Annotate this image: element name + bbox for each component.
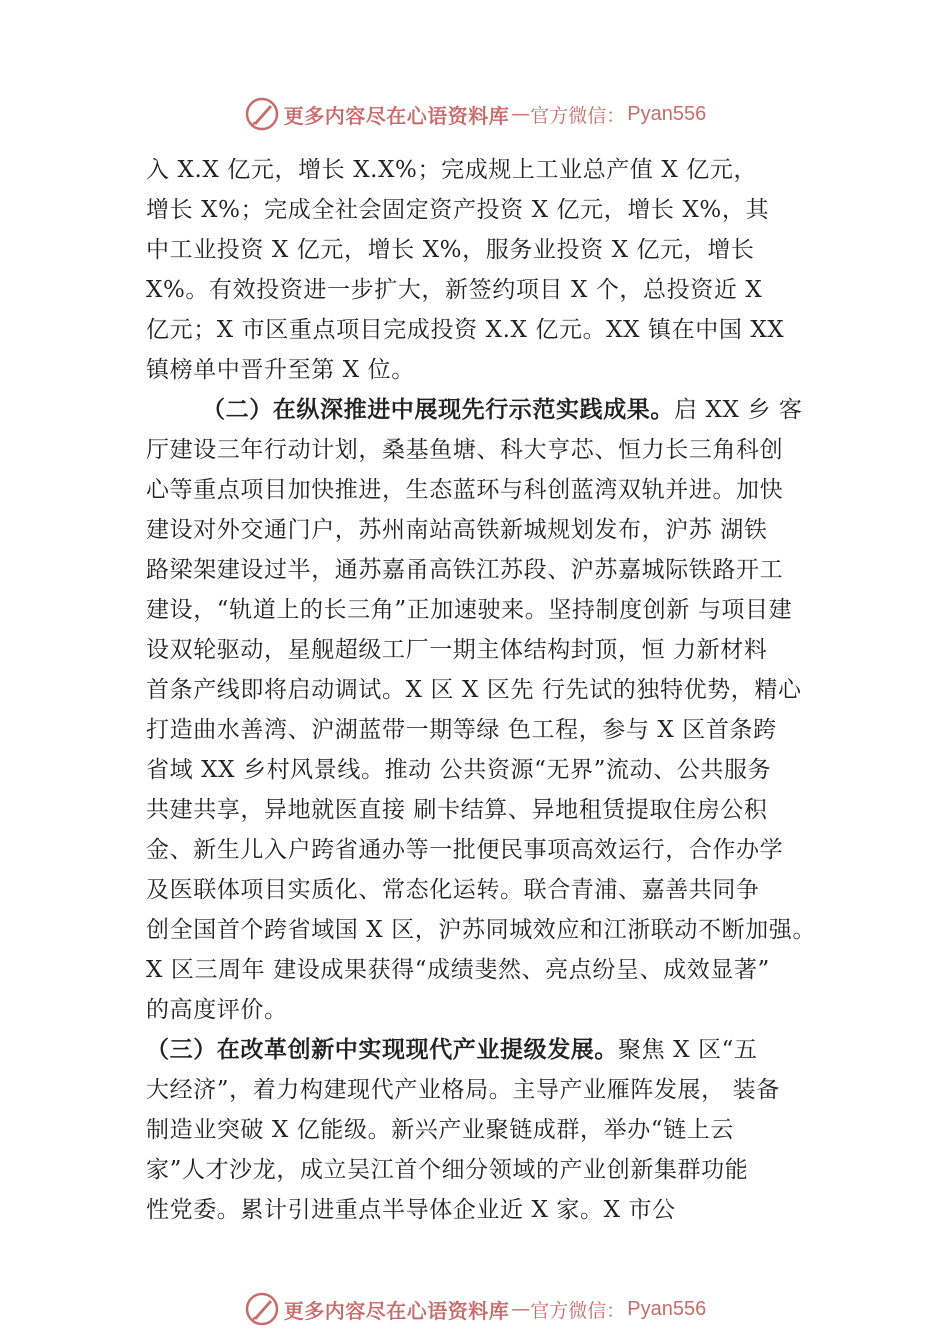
text-line: 增长 X%；完成全社会固定资产投资 X 亿元，增长 X%，其 — [146, 197, 770, 223]
text-line: 镇榜单中晋升至第 X 位。 — [146, 357, 415, 383]
text-line: 厅建设三年行动计划，桑基鱼塘、科大亨芯、恒力长三角科创 — [146, 437, 784, 463]
text-line: 亿元；X 市区重点项目完成投资 X.X 亿元。XX 镇在中国 XX — [146, 317, 785, 343]
text-line: X 区三周年 建设成果获得“成绩斐然、亮点纷呈、成效显著” — [146, 957, 770, 983]
watermark-banner-bottom — [0, 1289, 950, 1329]
text-line: 中工业投资 X 亿元，增长 X%，服务业投资 X 亿元，增长 — [146, 237, 755, 263]
watermark-separator: — — [511, 1298, 531, 1320]
watermark-wechat-id: Pyan556 — [627, 102, 707, 125]
text-line: 性党委。累计引进重点半导体企业近 X 家。X 市公 — [146, 1197, 676, 1223]
section-heading-2: （二）在纵深推进中展现先行示范实践成果。 — [202, 396, 674, 423]
text-line: 打造曲水善湾、沪湖蓝带一期等绿 色工程，参与 X 区首条跨 — [146, 717, 777, 743]
text-line: 首条产线即将启动调试。X 区 X 区先 行先试的独特优势，精心 — [146, 677, 802, 703]
text-line: 共建共享，异地就医直接 刷卡结算、异地租赁提取住房公积 — [146, 797, 768, 823]
text-line: 心等重点项目加快推进，生态蓝环与科创蓝湾双轨并进。加快 — [146, 477, 784, 503]
section-heading-3-line — [146, 1030, 846, 1070]
watermark-wechat-label: 官方微信： — [530, 104, 626, 127]
watermark-wechat-label: 官方微信： — [530, 1299, 626, 1322]
quill-pen-logo-icon — [244, 1291, 280, 1327]
watermark-banner-top — [0, 94, 950, 134]
text-line: X%。有效投资进一步扩大，新签约项目 X 个，总投资近 X — [146, 277, 763, 303]
text-line: 金、新生儿入户跨省通办等一批便民事项高效运行，合作办学 — [146, 837, 784, 863]
text-line: 制造业突破 X 亿能级。新兴产业聚链成群，举办“链上云 — [146, 1117, 734, 1143]
quill-pen-logo-icon — [244, 96, 280, 132]
text-line: 及医联体项目实质化、常态化运转。联合青浦、嘉善共同争 — [146, 877, 760, 903]
text-line: 启 XX 乡 客 — [674, 397, 803, 423]
text-line: 大经济”，着力构建现代产业格局。主导产业雁阵发展， 装备 — [146, 1077, 780, 1103]
text-line: 的高度评价。 — [146, 997, 288, 1023]
text-line: 设双轮驱动，星舰超级工厂一期主体结构封顶，恒 力新材料 — [146, 637, 768, 663]
text-line: 路梁架建设过半，通苏嘉甬高铁江苏段、沪苏嘉城际铁路开工 — [146, 557, 784, 583]
text-line: 省域 XX 乡村风景线。推动 公共资源“无界”流动、公共服务 — [146, 757, 772, 783]
watermark-separator: — — [511, 103, 531, 125]
text-line: 聚焦 X 区“五 — [618, 1037, 758, 1063]
text-line: 创全国首个跨省域国 X 区，沪苏同城效应和江浙联动不断加强。 — [146, 917, 816, 943]
watermark-wechat-id: Pyan556 — [627, 1297, 707, 1320]
watermark-site: 更多内容尽在心语资料库 — [283, 103, 510, 128]
document-body — [146, 150, 846, 1230]
section-heading-2-line — [146, 390, 846, 430]
section-heading-3: （三）在改革创新中实现现代产业提级发展。 — [146, 1036, 618, 1063]
watermark-site: 更多内容尽在心语资料库 — [283, 1298, 510, 1323]
text-line: 建设，“轨道上的长三角”正加速驶来。坚持制度创新 与项目建 — [146, 597, 793, 623]
text-line: 建设对外交通门户，苏州南站高铁新城规划发布，沪苏 湖铁 — [146, 517, 768, 543]
text-line: 入 X.X 亿元，增长 X.X%；完成规上工业总产值 X 亿元， — [146, 157, 758, 183]
text-line: 家”人才沙龙，成立吴江首个细分领域的产业创新集群功能 — [146, 1157, 749, 1183]
